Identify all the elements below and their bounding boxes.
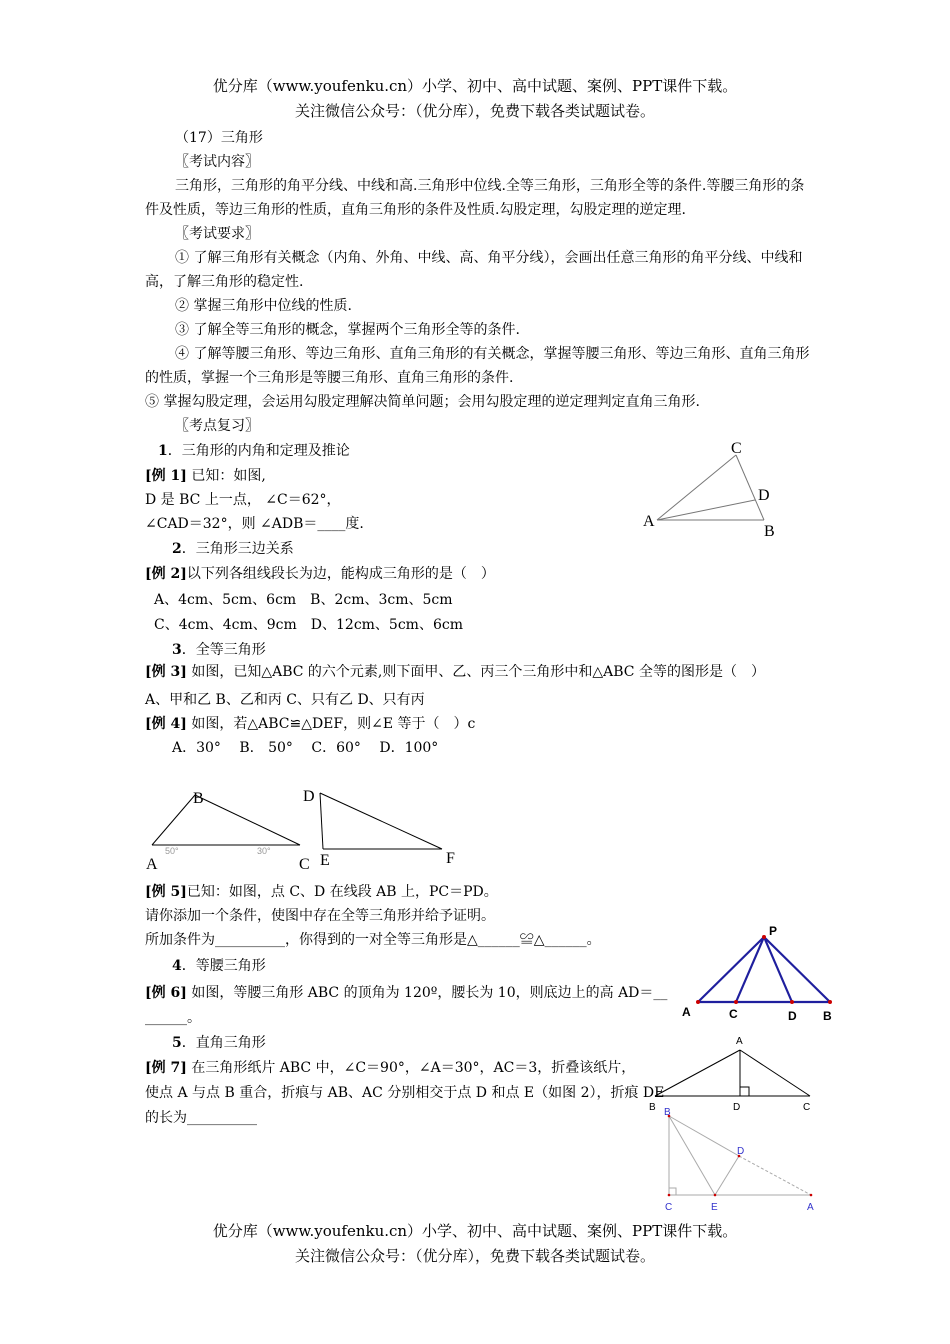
content-text: 三角形，三角形的角平分线、中线和高.三角形中位线.全等三角形，三角形全等的条件.等腰三角形的条件及性质，等边三角形的性质，直角三角形的条件及性质.勾股定理，勾股定理的逆定理.	[145, 178, 805, 218]
footer-line-1: 优分库（www.youfenku.cn）小学、初中、高中试题、案例、PPT课件下载。	[212, 1222, 738, 1240]
fig4-label-a: A	[146, 856, 158, 873]
example-2-options-1: A、4cm、5cm、6cm B、2cm、3cm、5cm	[154, 592, 453, 608]
fig7-label-e: E	[711, 1202, 718, 1213]
fig4-label-d: D	[303, 788, 315, 805]
example-7-line-1: [例 7] 在三角形纸片 ABC 中，∠C＝90°，∠A＝30°，AC＝3，折叠该纸片，	[145, 1060, 636, 1076]
fig5-label-p: P	[769, 924, 778, 938]
fig5-label-d: D	[788, 1009, 797, 1023]
topic-1-title: 1．三角形的内角和定理及推论	[158, 443, 350, 459]
fig6-label-a: A	[736, 1036, 743, 1047]
fig7-label-a: A	[807, 1202, 814, 1213]
requirement-5: ⑤ 掌握勾股定理，会运用勾股定理解决简单问题；会用勾股定理的逆定理判定直角三角形.	[145, 394, 700, 410]
header-line-2: 关注微信公众号：（优分库），免费下载各类试题试卷。	[294, 102, 655, 120]
topic-4-title: 4．等腰三角形	[172, 958, 266, 974]
fig4-angle-c: 30°	[257, 846, 271, 856]
fig5-label-c: C	[729, 1007, 738, 1021]
content-heading: 〖考试内容〗	[175, 154, 259, 170]
example-7-line-2: 使点 A 与点 B 重合，折痕与 AB、AC 分别相交于点 D 和点 E（如图 2），折痕 DE	[145, 1085, 665, 1101]
fig5-label-a: A	[682, 1005, 691, 1019]
requirements-heading: 〖考试要求〗	[175, 226, 259, 242]
fig7-label-d: D	[737, 1146, 745, 1157]
example-2-options-2: C、4cm、4cm、9cm D、12cm、5cm、6cm	[154, 617, 463, 633]
fig4-label-f: F	[446, 850, 455, 867]
requirement-3: ③ 了解全等三角形的概念，掌握两个三角形全等的条件.	[175, 322, 520, 338]
fig4-label-e: E	[320, 852, 330, 869]
example-1-line-2: D 是 BC 上一点， ∠C＝62°，	[145, 492, 341, 508]
fig1-label-d: D	[758, 487, 770, 504]
figure-7-fold-triangle	[655, 1100, 825, 1215]
fig4-label-b: B	[193, 790, 204, 807]
figure-4-triangles	[140, 785, 470, 875]
fig1-label-b: B	[764, 523, 775, 540]
example-6-question: [例 6] 如图，等腰三角形 ABC 的顶角为 120º，腰长为 10，则底边上的高 AD＝__	[145, 985, 668, 1001]
example-4-question: [例 4] 如图，若△ABC≌△DEF，则∠E 等于（ ）c	[145, 716, 476, 732]
fig4-angle-a: 50°	[165, 846, 179, 856]
example-3-question: [例 3] 如图，已知△ABC 的六个元素,则下面甲、乙、丙三个三角形中和△ABC 全等的图形是（ ）	[145, 664, 765, 680]
example-3-options: A、甲和乙 B、乙和丙 C、只有乙 D、只有丙	[145, 692, 425, 708]
requirement-4: ④ 了解等腰三角形、等边三角形、直角三角形的有关概念，掌握等腰三角形、等边三角形、直角三角形的性质，掌握一个三角形是等腰三角形、直角三角形的条件.	[145, 346, 810, 386]
fig6-label-b: B	[649, 1102, 656, 1113]
section-title: （17）三角形	[175, 130, 263, 146]
figure-1-triangle	[640, 435, 790, 545]
example-5-line-3: 所加条件为__________，你得到的一对全等三角形是△______≌△______。	[145, 932, 601, 948]
fig6-label-c: C	[803, 1102, 811, 1113]
fig4-label-c: C	[299, 856, 310, 873]
fig7-label-c: C	[665, 1202, 673, 1213]
example-5-line-1: [例 5]已知：如图，点 C、D 在线段 AB 上，PC＝PD。	[145, 884, 498, 900]
topic-2-title: 2．三角形三边关系	[172, 541, 294, 557]
example-1-line-1: [例 1] 已知：如图,	[145, 468, 266, 484]
topic-3-title: 3．全等三角形	[172, 642, 266, 658]
example-4-options: A．30° B. 50° C．60° D．100°	[172, 740, 439, 756]
example-5-line-2: 请你添加一个条件，使图中存在全等三角形并给予证明。	[145, 908, 495, 924]
example-6-blank: ______。	[145, 1010, 201, 1026]
fig7-label-b: B	[664, 1107, 671, 1118]
footer-line-2: 关注微信公众号：（优分库），免费下载各类试题试卷。	[294, 1247, 655, 1265]
fig5-label-b: B	[823, 1009, 832, 1023]
fig6-label-d: D	[733, 1102, 741, 1113]
review-heading: 〖考点复习〗	[175, 418, 259, 434]
topic-5-title: 5．直角三角形	[172, 1035, 266, 1051]
fig1-label-a: A	[643, 513, 655, 530]
example-1-line-3: ∠CAD＝32°，则 ∠ADB＝____度.	[145, 516, 364, 532]
requirement-2: ② 掌握三角形中位线的性质.	[175, 298, 352, 314]
header-line-1: 优分库（www.youfenku.cn）小学、初中、高中试题、案例、PPT课件下载。	[212, 77, 738, 95]
example-2-question: [例 2]以下列各组线段长为边，能构成三角形的是（ ）	[145, 566, 495, 582]
fig1-label-c: C	[731, 440, 742, 457]
example-7-line-3: 的长为__________	[145, 1110, 257, 1126]
requirement-1: ① 了解三角形有关概念（内角、外角、中线、高、角平分线），会画出任意三角形的角平分线、中线和高，了解三角形的稳定性.	[145, 250, 803, 290]
